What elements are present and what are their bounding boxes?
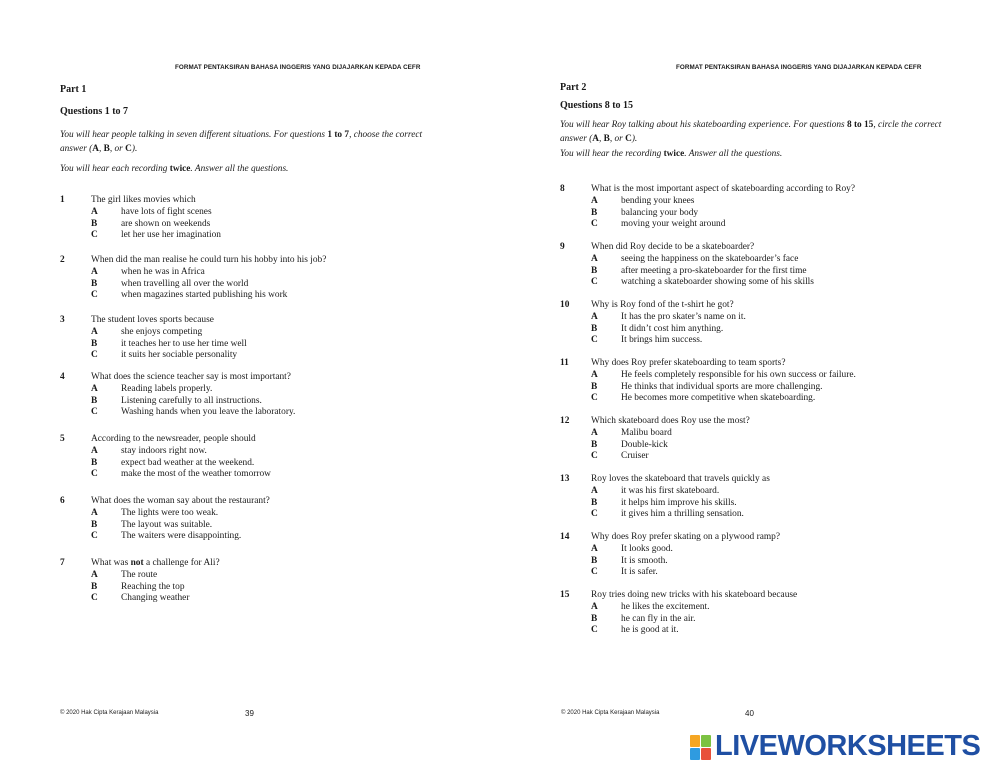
question-stem: What does the woman say about the restaurant? [91, 496, 270, 506]
part-title: Part 1 [60, 84, 87, 95]
question-stem: When did Roy decide to be a skateboarder? [591, 242, 755, 252]
copyright-footer: © 2020 Hak Cipta Kerajaan Malaysia [561, 710, 660, 716]
question-stem: Why does Roy prefer skating on a plywood ramp? [591, 532, 781, 542]
question-stem: Which skateboard does Roy use the most? [591, 416, 750, 426]
worksheet-page-39: FORMAT PENTAKSIRAN BAHASA INGGERIS YANG DIJAJARKAN KEPADA CEFR Part 1 Questions 1 to 7 You will hear people talking in seven different situations. For questions 1 to 7, choose the correct answer (A, B, or C). You will hear each recording twice. Answer all the questions. 1 The girl likes movies which A have lots of fight scenes B are shown on weekends C let her use her imagination 2 When did the man realise he could turn his hobby into his job? A when he was in Africa B when travelling all over the world C when magazines started publishing his work 3 The student loves sports because A she enjoys competing B it teaches her to use her time well C it suits her sociable personality 4 What does the science teacher say is most important? A Reading labels properly. B Listening carefully to all instructions. C Washing hands when you leave the laboratory. 5 According to the newsreader, people should A stay indoors right now. B expect bad weather at the weekend. C make the most of the weather tomorrow 6 What does the woman say about the restaurant? A The lights were too weak. B The layout was suitable. C The waiters were disappointing. 7 What was not a challenge for Ali? A The route B Reaching the top C Changing weather © 2020 Hak Cipta Kerajaan Malaysia 39 [0, 0, 499, 772]
question-number: 4 [60, 372, 65, 382]
recording-instruction: You will hear the recording twice. Answer all the questions. [560, 149, 783, 159]
page-header: FORMAT PENTAKSIRAN BAHASA INGGERIS YANG DIJAJARKAN KEPADA CEFR [676, 64, 922, 71]
logo-cubes-icon [690, 735, 712, 761]
question-number: 14 [560, 532, 570, 542]
question-number: 3 [60, 315, 65, 325]
part-title: Part 2 [560, 82, 587, 93]
question-number: 6 [60, 496, 65, 506]
questions-range-label: Questions 1 to 7 [60, 106, 129, 117]
question-stem: The student loves sports because [91, 315, 214, 325]
question-stem: What does the science teacher say is most important? [91, 372, 291, 382]
question-stem: Roy tries doing new tricks with his skateboard because [591, 590, 798, 600]
liveworksheets-logo [690, 730, 990, 765]
questions-range-label: Questions 8 to 15 [560, 100, 634, 111]
question-number: 10 [560, 300, 570, 310]
question-number: 12 [560, 416, 570, 426]
page-header: FORMAT PENTAKSIRAN BAHASA INGGERIS YANG DIJAJARKAN KEPADA CEFR [175, 64, 421, 71]
copyright-footer: © 2020 Hak Cipta Kerajaan Malaysia [60, 710, 159, 716]
recording-instruction: You will hear each recording twice. Answer all the questions. [60, 164, 289, 174]
page-number: 39 [245, 709, 254, 718]
question-number: 9 [560, 242, 565, 252]
question-number: 13 [560, 474, 570, 484]
question-number: 2 [60, 255, 65, 265]
question-number: 15 [560, 590, 570, 600]
question-number: 11 [560, 358, 569, 368]
question-stem: The girl likes movies which [91, 195, 196, 205]
question-stem: When did the man realise he could turn his hobby into his job? [91, 255, 327, 265]
question-stem: Why is Roy fond of the t-shirt he got? [591, 300, 734, 310]
question-number: 7 [60, 558, 65, 568]
question-stem: According to the newsreader, people should [91, 434, 256, 444]
instructions: You will hear Roy talking about his skateboarding experience. For questions 8 to 15, circle the correct answer (A, B, or C). [560, 120, 942, 144]
question-stem: What is the most important aspect of skateboarding according to Roy? [591, 184, 855, 194]
logo-wordmark: LIVEWORKSHEETS [715, 730, 981, 762]
question-number: 8 [560, 184, 565, 194]
instructions: You will hear people talking in seven different situations. For questions 1 to 7, choose the correct answer (A, B, or C). [60, 130, 423, 154]
question-number: 5 [60, 434, 65, 444]
page-number: 40 [745, 709, 754, 718]
question-stem: Why does Roy prefer skateboarding to team sports? [591, 358, 786, 368]
question-stem: What was not a challenge for Ali? [91, 558, 220, 568]
worksheet-page-40: FORMAT PENTAKSIRAN BAHASA INGGERIS YANG DIJAJARKAN KEPADA CEFR Part 2 Questions 8 to 15 You will hear Roy talking about his skateboarding experience. For questions 8 to 15, circle the correct answer (A, B, or C). You will hear the recording twice. Answer all the questions. 8 What is the most important aspect of skateboarding according to Roy? A bending your knees B balancing your body C moving your weight around 9 When did Roy decide to be a skateboarder? A seeing the happiness on the skateboarder’s face B after meeting a pro-skateboarder for the first time C watching a skateboarder showing some of his skills 10 Why is Roy fond of the t-shirt he got? A It has the pro skater’s name on it. B It didn’t cost him anything. C It brings him success. 11 Why does Roy prefer skateboarding to team sports? A He feels completely responsible for his own success or failure. B He thinks that individual sports are more challenging. C He becomes more competitive when skateboarding. 12 Which skateboard does Roy use the most? A Malibu board B Double-kick C Cruiser 13 Roy loves the skateboard that travels quickly as A it was his first skateboard. B it helps him improve his skills. C it gives him a thrilling sensation. 14 Why does Roy prefer skating on a plywood ramp? A It looks good. B It is smooth. C It is safer. 15 Roy tries doing new tricks with his skateboard because A he likes the excitement. B he can fly in the air. C he is good at it. © 2020 Hak Cipta Kerajaan Malaysia 40 [560, 64, 942, 718]
question-stem: Roy loves the skateboard that travels quickly as [591, 474, 770, 484]
question-number: 1 [60, 195, 65, 205]
